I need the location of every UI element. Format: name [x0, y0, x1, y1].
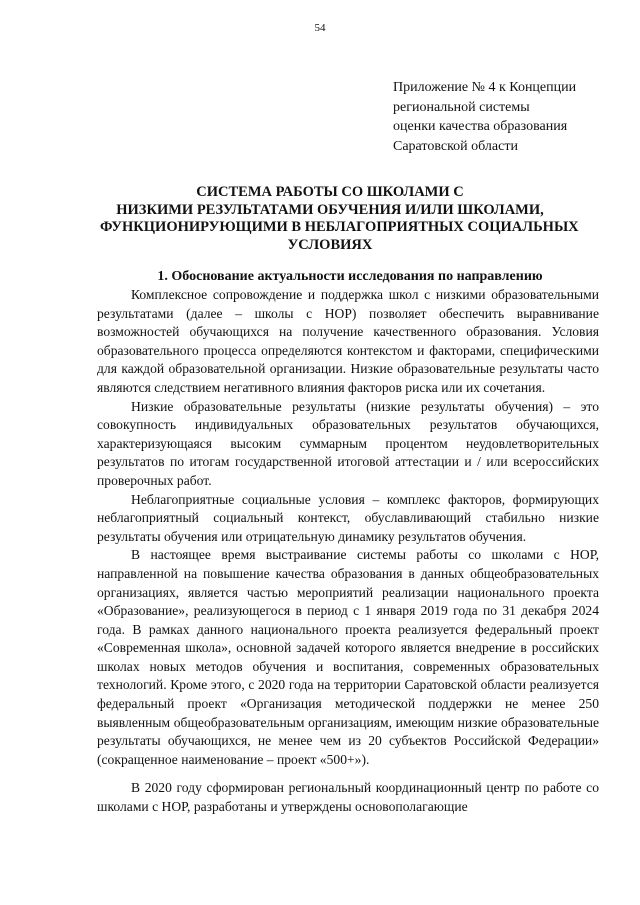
title-line: СИСТЕМА РАБОТЫ СО ШКОЛАМИ С: [196, 184, 464, 200]
document-title: [100, 184, 579, 254]
paragraph: Низкие образовательные результаты (низкие результаты обучения) – это совокупность индивидуальных образовательных результатов обучающихся, характеризующаяся высоким суммарным процентом неудовлетворительных результатов по итогам государственной итоговой аттестации и / или всероссийских проверочных работ.: [97, 398, 599, 488]
appendix-line: Приложение № 4 к Концепции: [393, 80, 577, 95]
body-text: [97, 286, 599, 817]
paragraph: В 2020 году сформирован региональный координационный центр по работе со школами с НОР, разработаны и утверждены основополагающие: [97, 780, 599, 815]
paragraph: Комплексное сопровождение и поддержка школ с низкими образовательными результатами (далее – школы с НОР) позволяет обеспечить выравнивание возможностей обучающихся на получение качественного образования. Условия образовательного процесса определяются контекстом и факторами, специфическими для каждой образовательной организации. Низкие образовательные результаты часто являются следствием негативного влияния факторов риска или их сочетания.: [97, 287, 599, 395]
appendix-line: оценки качества образования: [393, 119, 568, 134]
paragraph: Неблагоприятные социальные условия – комплекс факторов, формирующих неблагоприятный социальный контекст, обуславливающий стабильно низкие результаты обучения или отрицательную динамику результатов обучения.: [97, 491, 599, 544]
title-line: НИЗКИМИ РЕЗУЛЬТАТАМИ ОБУЧЕНИЯ И/ИЛИ ШКОЛАМИ,: [116, 201, 544, 218]
paragraph: В настоящее время выстраивание системы работы со школами с НОР, направленной на повышение качества образования в данных общеобразовательных организациях, является частью мероприятий реализации национального проекта «Образование», реализующегося в период с 1 января 2019 года по 31 декабря 2024 года. В рамках данного национального проекта реализуется федеральный проект «Современная школа», основной задачей которого является внедрение в российских школах новых методов обучения и воспитания, современных образовательных технологий. Кроме этого, с 2020 года на территории Саратовской области реализуется федеральный проект «Организация методической поддержки не менее 250 выявленным общеобразовательным организациям, имеющим низкие образовательные результаты обучающихся, не менее чем из 20 субъектов Российской Федерации» (сокращенное наименование – проект «500+»).: [97, 547, 599, 767]
appendix-line: региональной системы: [393, 99, 530, 115]
appendix-line: Саратовской области: [393, 138, 518, 154]
title-line: ФУНКЦИОНИРУЮЩИМИ В НЕБЛАГОПРИЯТНЫХ СОЦИАЛЬНЫХ: [100, 219, 579, 235]
appendix-note: [393, 78, 623, 156]
title-line: УСЛОВИЯХ: [287, 236, 373, 253]
paragraph-gap: [97, 769, 599, 779]
section-heading: 1. Обоснование актуальности исследования по направлению: [157, 269, 543, 284]
page-number: 54: [314, 22, 326, 34]
